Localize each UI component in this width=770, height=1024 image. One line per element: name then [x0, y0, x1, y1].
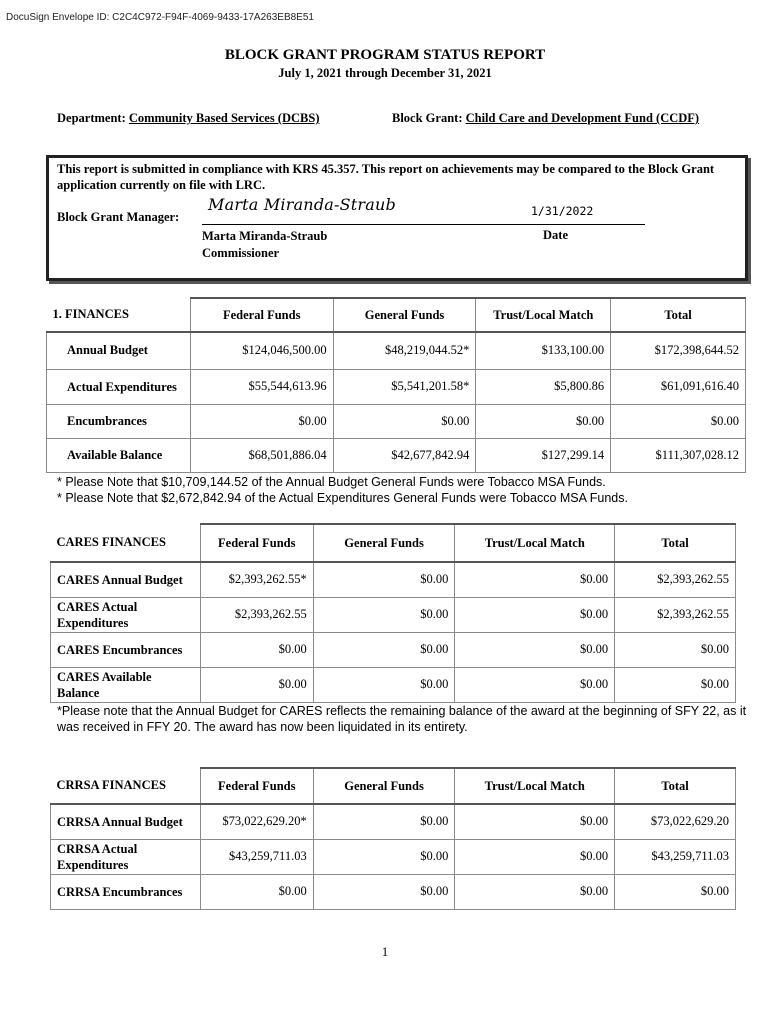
row-label: CRRSA Annual Budget — [51, 804, 201, 839]
col-federal-funds: Federal Funds — [200, 524, 313, 562]
col-federal-funds: Federal Funds — [200, 768, 313, 804]
cares-table — [50, 523, 736, 703]
cell-value: $133,100.00 — [476, 332, 611, 369]
cell-value: $124,046,500.00 — [190, 332, 333, 369]
cell-value: $127,299.14 — [476, 438, 611, 472]
cell-value: $5,541,201.58* — [333, 369, 476, 404]
row-label: Encumbrances — [47, 404, 191, 438]
cell-value: $0.00 — [200, 632, 313, 667]
block-grant-value: Child Care and Development Fund (CCDF) — [465, 111, 700, 125]
manager-title: Commissioner — [202, 246, 280, 260]
row-label: CARES Encumbrances — [51, 632, 201, 667]
cell-value: $2,393,262.55* — [200, 562, 313, 597]
cell-value: $0.00 — [455, 562, 615, 597]
cell-value: $61,091,616.40 — [611, 369, 746, 404]
cell-value: $0.00 — [313, 562, 455, 597]
finances-note: * Please Note that $10,709,144.52 of the Annual Budget General Funds were Tobacco MSA Funds. — [57, 475, 606, 489]
signature-line — [202, 224, 645, 225]
crrsa-header-row — [51, 768, 736, 804]
compliance-text: This report is submitted in compliance with KRS 45.357. This report on achievements may be compared to the Block Grant application currently on file with LRC. — [57, 162, 715, 192]
col-total: Total — [615, 524, 736, 562]
row-label: Available Balance — [47, 438, 191, 472]
block-grant-line — [392, 111, 699, 126]
cell-value: $43,259,711.03 — [200, 839, 313, 874]
finances-note: * Please Note that $2,672,842.94 of the Actual Expenditures General Funds were Tobacco MSA Funds. — [57, 491, 628, 505]
row-label: CRRSA Actual Expenditures — [51, 839, 201, 874]
department-label: Department: — [57, 111, 126, 125]
envelope-id: DocuSign Envelope ID: C2C4C972-F94F-4069-9433-17A263EB8E51 — [6, 12, 314, 23]
cares-note: *Please note that the Annual Budget for CARES reflects the remaining balance of the award at the beginning of SFY 22, as it was received in FFY 20. The award has now been liquidated in its entirety. — [57, 704, 747, 734]
cell-value: $0.00 — [313, 597, 455, 632]
row-label: CARES Available Balance — [51, 667, 201, 702]
col-trust-local-match: Trust/Local Match — [476, 298, 611, 332]
table-row — [51, 632, 736, 667]
manager-name-block — [202, 228, 327, 262]
cell-value: $0.00 — [455, 667, 615, 702]
cell-value: $73,022,629.20* — [200, 804, 313, 839]
table-row — [51, 874, 736, 909]
cell-value: $2,393,262.55 — [200, 597, 313, 632]
cell-value: $172,398,644.52 — [611, 332, 746, 369]
cell-value: $0.00 — [611, 404, 746, 438]
cell-value: $2,393,262.55 — [615, 597, 736, 632]
cell-value: $2,393,262.55 — [615, 562, 736, 597]
date-label: Date — [543, 228, 568, 242]
cell-value: $0.00 — [313, 839, 455, 874]
table-row — [47, 438, 746, 472]
cell-value: $73,022,629.20 — [615, 804, 736, 839]
cell-value: $0.00 — [190, 404, 333, 438]
cell-value: $68,501,886.04 — [190, 438, 333, 472]
signed-date: 1/31/2022 — [531, 204, 594, 218]
cell-value: $42,677,842.94 — [333, 438, 476, 472]
cell-value: $0.00 — [476, 404, 611, 438]
cell-value: $0.00 — [615, 874, 736, 909]
cell-value: $0.00 — [455, 839, 615, 874]
table-row — [47, 332, 746, 369]
finances-table — [46, 297, 746, 473]
finances-notes — [57, 474, 757, 506]
row-label: CARES Annual Budget — [51, 562, 201, 597]
table-row — [51, 597, 736, 632]
manager-signature: Marta Miranda-Straub — [208, 195, 396, 214]
row-label: CRRSA Encumbrances — [51, 874, 201, 909]
department-value: Community Based Services (DCBS) — [128, 111, 320, 125]
row-label: CARES Actual Expenditures — [51, 597, 201, 632]
cell-value: $0.00 — [313, 874, 455, 909]
crrsa-table — [50, 767, 736, 910]
col-general-funds: General Funds — [333, 298, 476, 332]
cell-value: $0.00 — [313, 632, 455, 667]
cell-value: $0.00 — [455, 804, 615, 839]
cell-value: $0.00 — [200, 667, 313, 702]
col-total: Total — [611, 298, 746, 332]
cell-value: $0.00 — [615, 667, 736, 702]
cell-value: $0.00 — [455, 597, 615, 632]
cell-value: $43,259,711.03 — [615, 839, 736, 874]
cares-title: CARES FINANCES — [51, 524, 201, 562]
cell-value: $0.00 — [313, 804, 455, 839]
crrsa-title: CRRSA FINANCES — [51, 768, 201, 804]
table-row — [47, 369, 746, 404]
col-general-funds: General Funds — [313, 768, 455, 804]
cell-value: $55,544,613.96 — [190, 369, 333, 404]
finances-header-row — [47, 298, 746, 332]
table-row — [51, 839, 736, 874]
col-trust-local-match: Trust/Local Match — [455, 524, 615, 562]
cell-value: $0.00 — [333, 404, 476, 438]
table-row — [47, 404, 746, 438]
cell-value: $0.00 — [313, 667, 455, 702]
cell-value: $111,307,028.12 — [611, 438, 746, 472]
cares-header-row — [51, 524, 736, 562]
row-label: Actual Expenditures — [47, 369, 191, 404]
col-general-funds: General Funds — [313, 524, 455, 562]
cell-value: $0.00 — [455, 632, 615, 667]
table-row — [51, 804, 736, 839]
table-row — [51, 667, 736, 702]
report-period: July 1, 2021 through December 31, 2021 — [278, 66, 492, 80]
cell-value: $0.00 — [615, 632, 736, 667]
report-title: BLOCK GRANT PROGRAM STATUS REPORT — [224, 47, 546, 63]
table-row — [51, 562, 736, 597]
manager-name: Marta Miranda-Straub — [202, 229, 328, 243]
page-number: 1 — [381, 945, 389, 959]
cell-value: $0.00 — [455, 874, 615, 909]
row-label: Annual Budget — [47, 332, 191, 369]
cell-value: $0.00 — [200, 874, 313, 909]
col-trust-local-match: Trust/Local Match — [455, 768, 615, 804]
col-federal-funds: Federal Funds — [190, 298, 333, 332]
finances-title: 1. FINANCES — [47, 298, 191, 332]
col-total: Total — [615, 768, 736, 804]
department-line — [57, 111, 319, 126]
block-grant-label: Block Grant: — [392, 111, 463, 125]
cell-value: $5,800.86 — [476, 369, 611, 404]
cell-value: $48,219,044.52* — [333, 332, 476, 369]
manager-label: Block Grant Manager: — [57, 210, 180, 224]
